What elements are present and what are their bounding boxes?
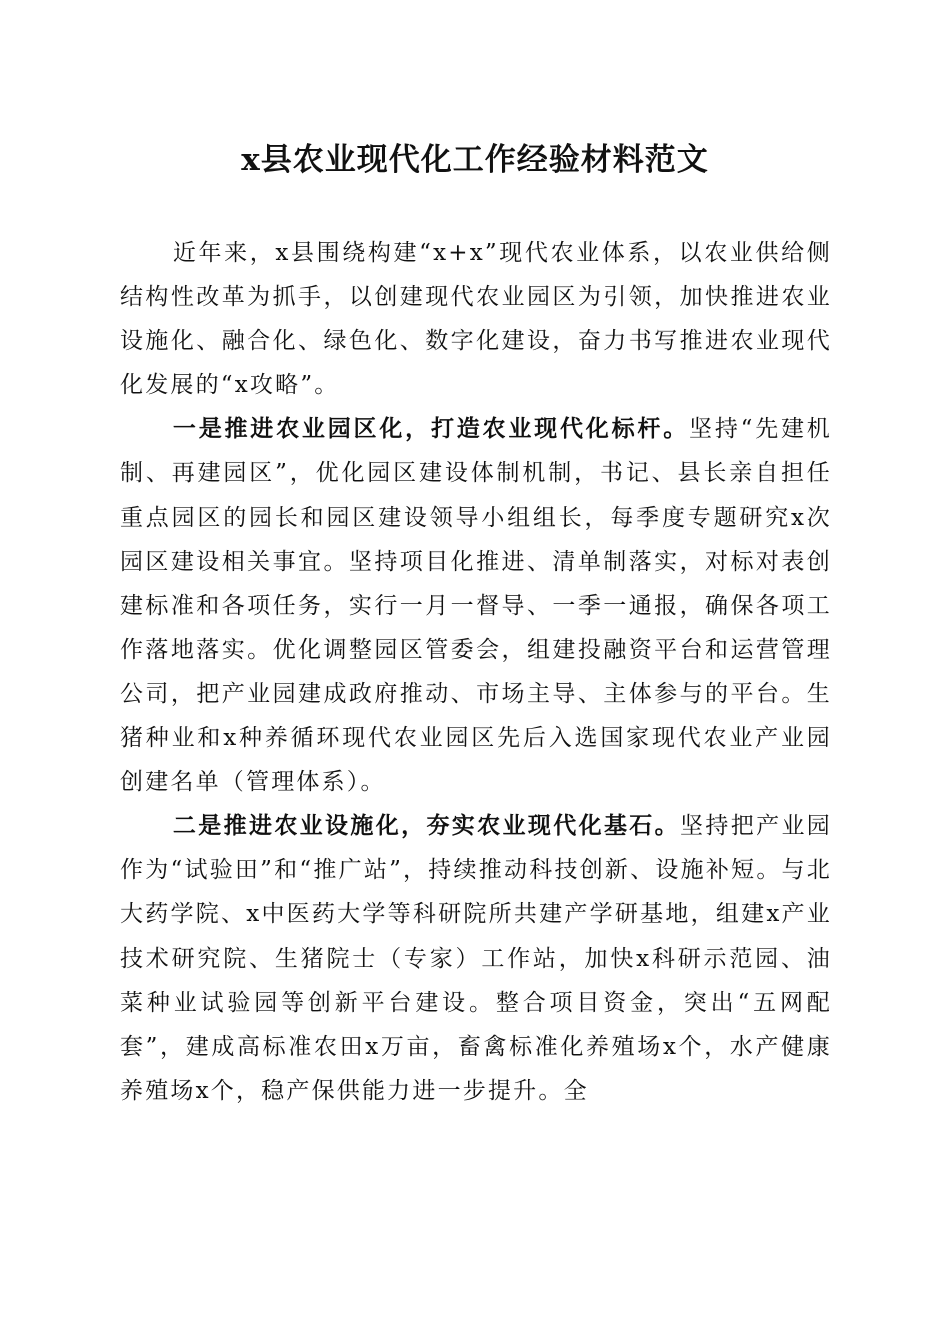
paragraph-park	[120, 407, 832, 804]
document-body	[120, 231, 832, 1113]
paragraph-park-heading: 一是推进农业园区化，打造农业现代化标杆。	[172, 415, 690, 443]
paragraph-park-text: 坚持“先建机制、再建园区”，优化园区建设体制机制，书记、县长亲自担任重点园区的园长和园区建设领导小组组长，每季度专题研究x次园区建设相关事宜。坚持项目化推进、清单制落实，对标对表创建标准和各项任务，实行一月一督导、一季一通报，确保各项工作落地落实。优化调整园区管委会，组建投融资平台和运营管理公司，把产业园建成政府推动、市场主导、主体参与的平台。生猪种业和x种养循环现代农业园区先后入选国家现代农业产业园创建名单（管理体系）。	[120, 416, 833, 796]
paragraph-intro	[120, 231, 832, 407]
paragraph-facilities-text: 坚持把产业园作为“试验田”和“推广站”，持续推动科技创新、设施补短。与北大药学院、x中医药大学等科研院所共建产学研基地，组建x产业技术研究院、生猪院士（专家）工作站，加快x科研示范园、油菜种业试验园等创新平台建设。整合项目资金，突出“五网配套”，建成高标准农田x万亩，畜禽标准化养殖场x个，水产健康养殖场x个，稳产保供能力进一步提升。全	[120, 813, 832, 1104]
paragraph-facilities-heading: 二是推进农业设施化，夯实农业现代化基石。	[172, 812, 681, 840]
paragraph-facilities	[120, 804, 832, 1113]
document-title: x县农业现代化工作经验材料范文	[241, 142, 709, 178]
paragraph-intro-text: 近年来，x县围绕构建“x+x”现代农业体系，以农业供给侧结构性改革为抓手，以创建现代农业园区为引领，加快推进农业设施化、融合化、绿色化、数字化建设，奋力书写推进农业现代化发展的“x攻略”。	[120, 240, 832, 399]
